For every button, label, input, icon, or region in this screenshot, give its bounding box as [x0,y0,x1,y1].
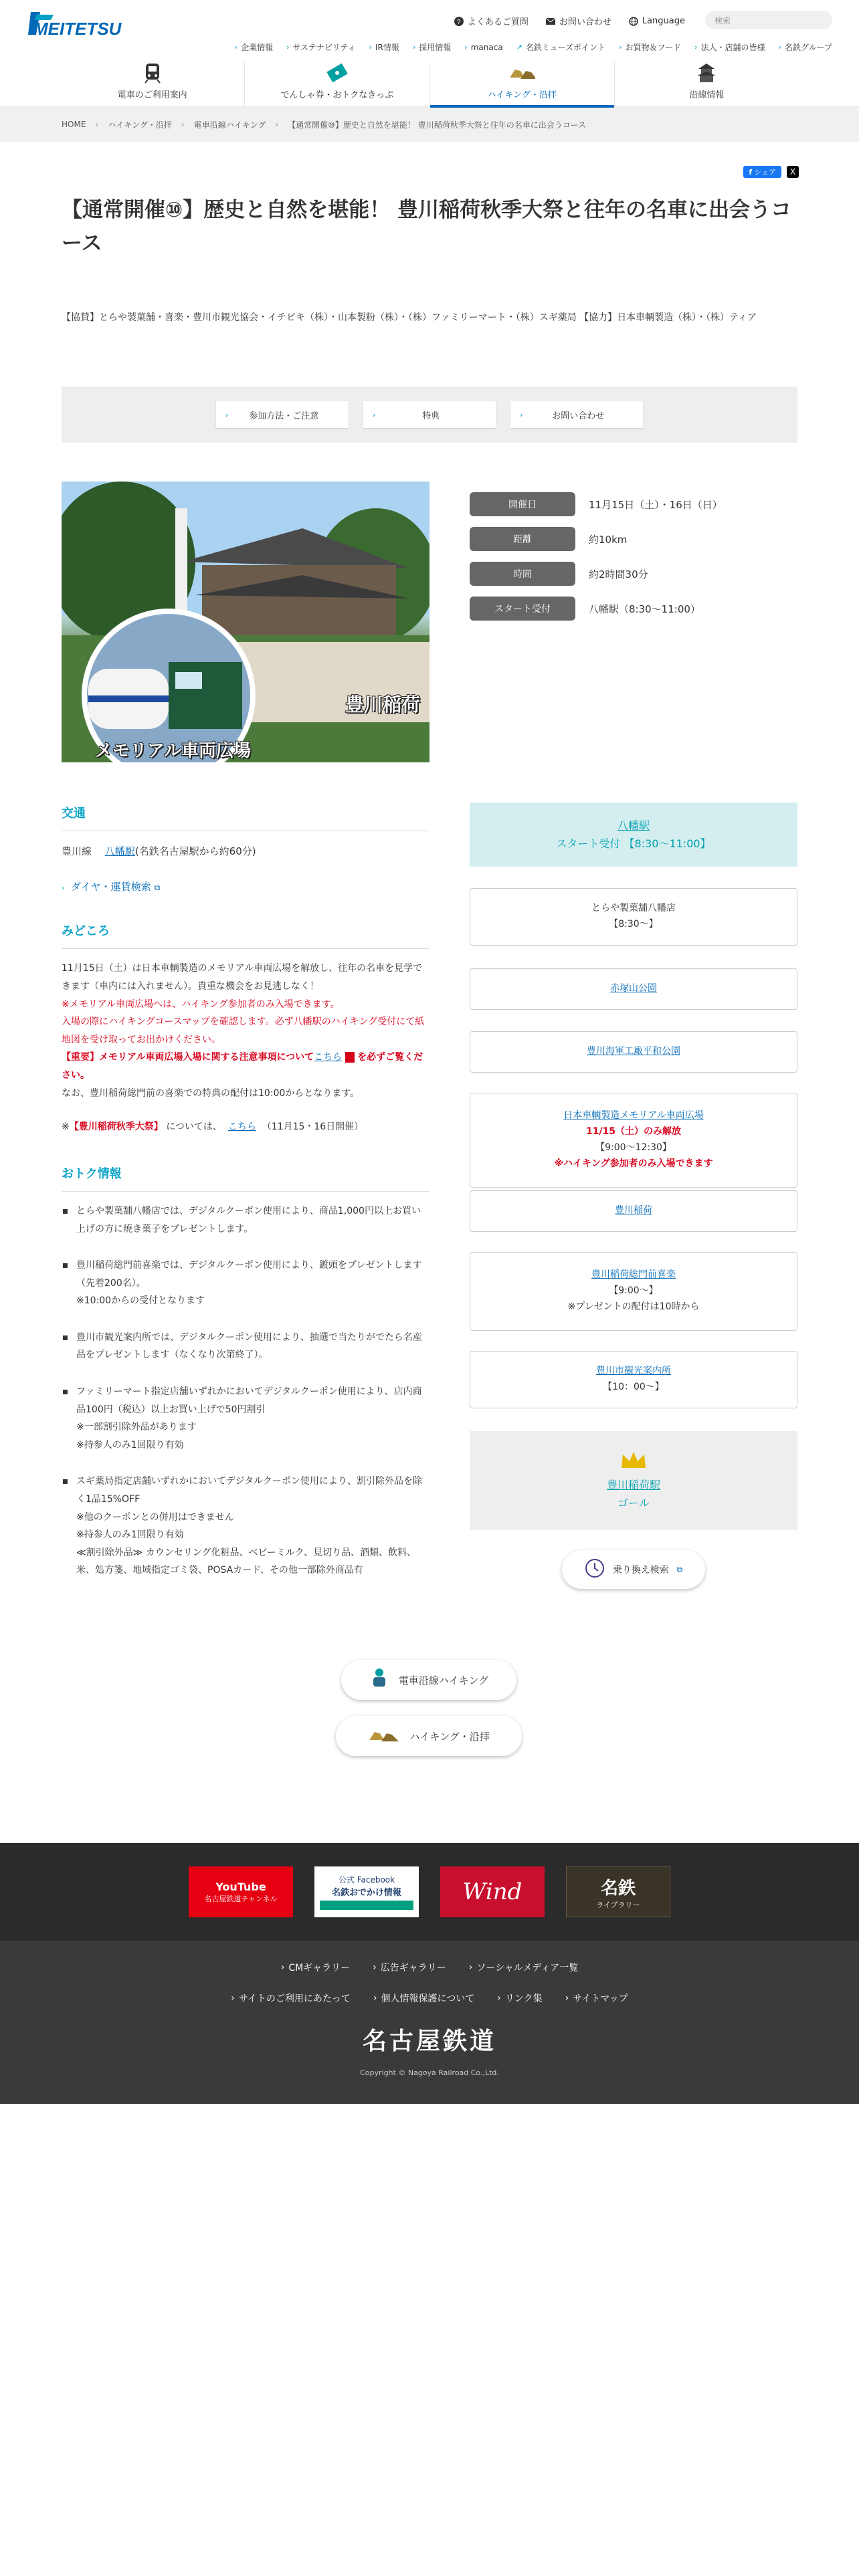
corp-nav-item[interactable]: › サステナビリティ [286,43,356,52]
highlights-p1: 11月15日（土）は日本車輌製造のメモリアル車両広場を解放し、往年の名車を見学できます（車内には入れません）。貴重な機会をお見逃しなく！ [62,963,423,992]
svg-text:?: ? [456,18,461,26]
chevron-right-icon: › [565,1993,569,2004]
crown-icon [620,1449,647,1476]
youtube-banner[interactable]: YouTube 名古屋鉄道チャンネル [189,1866,293,1917]
info-row-start: スタート受付 八幡駅（8:30〜11:00） [470,597,797,621]
chevron-right-icon: › [619,43,622,51]
breadcrumb-separator: › [181,120,185,129]
chevron-right-icon: › [464,43,468,51]
route-stop-kiraku: 豊川稲荷総門前喜楽 【9:00〜】 ※プレゼントの配付は10時から [470,1252,797,1331]
event-info [470,492,797,631]
footer-link-links[interactable]: › リンク集 [497,1993,543,2004]
highlights-p2: ※メモリアル車両広場へは、ハイキング参加者のみ入場できます。 [62,998,340,1010]
chevron-right-icon: › [373,1962,377,1973]
important-notice-link[interactable]: こちら [314,1052,343,1063]
chevron-right-icon: › [497,1993,501,2004]
pdf-icon [345,1052,355,1063]
festival-link[interactable]: こちら [227,1121,256,1133]
clock-icon [585,1558,605,1581]
temple-photo [62,481,430,762]
breadcrumb-current: 【通常開催⑩】歴史と自然を堪能！ 豊川稲荷秋季大祭と往年の名車に出会うコース [288,120,587,130]
info-row-time: 時間 約2時間30分 [470,562,797,586]
x-share-button[interactable]: X [787,166,799,178]
train-hiking-button[interactable]: 電車沿線ハイキング [341,1660,516,1700]
corp-nav-item[interactable]: › 名鉄グループ [778,43,832,52]
corporate-nav [235,41,832,53]
meitetsu-logo[interactable] [27,8,140,49]
list-item: 豊川稲荷総門前喜楽では、デジタルクーポン使用により、鍍頭をプレゼントします（先着200名）。 ※10:00からの受付となります [62,1257,430,1310]
chevron-right-icon: › [468,1962,473,1973]
corp-nav-item[interactable]: ↗ 名鉄ミューズポイント [516,43,606,52]
corp-nav-item[interactable]: › 企業情報 [234,43,274,52]
footer-banners [0,1843,859,1941]
breadcrumb-home[interactable]: HOME [62,120,86,129]
highlights-heading: みどころ [62,920,430,949]
chevron-down-icon: › [225,410,229,419]
hero-caption-memorial: メモリアル車両広場 [95,741,251,761]
chevron-right-icon: › [369,43,372,51]
breadcrumb-train-hiking[interactable]: 電車沿線ハイキング [193,120,266,130]
footer-bottom [0,1941,859,2104]
benefits-list [62,1202,430,1580]
route-stop-peace-park: 豊川海軍工廠平和公園 [470,1031,797,1073]
route-stop-toyokawa-inari: 豊川稲荷 [470,1190,797,1232]
goal-station-link[interactable]: 豊川稲荷駅 [606,1478,660,1491]
highlights-p3: 入場の際にハイキングコースマップを確認します。必ず八幡駅のハイキング受付にて紙地図を受け取ってお出かけください。 [62,1016,425,1045]
chevron-right-icon: › [412,43,416,51]
main-nav-train[interactable]: 電車のご利用案内 [60,62,244,107]
anchor-benefits[interactable]: › 特典 [363,401,496,428]
footer-links-row2 [0,1974,859,2005]
library-banner[interactable]: 名鉄 ライブラリー [566,1866,670,1917]
corp-nav-item[interactable]: › IR情報 [369,43,399,52]
footer-link-sitemap[interactable]: › サイトマップ [565,1993,628,2004]
util-language[interactable]: Language [629,16,685,26]
facebook-icon: 公式 Facebook [338,1875,395,1885]
chevron-right-icon: › [62,883,65,892]
util-contact[interactable]: お問い合わせ [546,15,611,27]
footer-brand[interactable]: 名古屋鉄道 [362,2028,496,2055]
sponsors-text: 【協賛】とらや製菓舗・喜楽・豊川市観光協会・イチビキ（株）・山本製粉（株）・（株）ファミリーマート・（株）スギ薬局 【協力】日本車輌製造（株）・（株）ティア [62,312,757,323]
facebook-icon: f [749,167,753,177]
utility-nav [454,15,685,27]
chevron-down-icon: › [373,410,376,419]
access-heading: 交通 [62,802,430,831]
page-title: 【通常開催⑩】歴史と自然を堪能！ 豊川稲荷秋季大祭と往年の名車に出会うコース [62,198,792,255]
footer-link-terms[interactable]: › サイトのご利用にあたって [231,1993,351,2004]
main-nav-hiking[interactable]: ハイキング・沿拝 [430,62,614,107]
breadcrumb-separator: › [275,120,279,129]
anchor-links [62,387,797,443]
list-item: ファミリーマート指定店舗いずれかにおいてデジタルクーポン使用により、店内商品100円（税込）以上お買い上げで50円割引 ※一部割引除外品があります ※持参人のみ1回限り有効 [62,1383,430,1454]
wind-banner[interactable]: Wind [440,1866,545,1917]
corp-nav-item[interactable]: › manaca [464,42,503,52]
main-nav-tickets[interactable]: でんしゃ券・おトクなきっぷ [244,62,429,107]
svg-text:MEITETSU: MEITETSU [33,19,122,39]
footer-link-ads[interactable]: › 広告ギャラリー [373,1962,446,1973]
corp-nav-item[interactable]: › 採用情報 [412,43,452,52]
hero-image [62,481,430,762]
chevron-right-icon: › [694,43,698,51]
chevron-right-icon: › [286,43,290,51]
corp-nav-item[interactable]: › 法人・店舗の皆様 [694,43,765,52]
hiking-top-button[interactable]: ハイキング・沿拝 [336,1716,522,1756]
share-buttons [743,166,799,178]
timetable-link[interactable]: › ダイヤ・運賃検索 ⧉ [62,880,161,893]
route-stop-toraya: とらや製菓舗八幡店 【8:30〜】 [470,888,797,946]
highlights-p6: ※【豊川稲荷秋季大祭】 については、 こちら （11月15・16日開催） [62,1121,364,1133]
castle-icon [693,62,720,84]
info-row-distance: 距離 約10km [470,527,797,551]
chevron-right-icon: › [231,1993,235,2004]
external-link-icon: ↗ [516,43,522,51]
copyright: Copyright © Nagoya Railroad Co.,Ltd. [360,2068,499,2077]
breadcrumb-separator: › [95,120,99,129]
route-stop-tourist-info: 豊川市観光案内所 【10：00〜】 [470,1351,797,1408]
external-link-icon: ⧉ [154,882,161,892]
external-link-icon: ⧉ [676,1564,683,1574]
question-icon [454,17,464,26]
footer-link-social[interactable]: › ソーシャルメディア一覧 [468,1962,579,1973]
main-nav-area[interactable]: 沿線情報 [614,62,799,107]
list-item: スギ薬局指定店舗いずれかにおいてデジタルクーポン使用により、割引除外品を除く1品15%OFF ※他のクーポンとの併用はできません ※持参人のみ1回限り有効 ≪割引除外品≫ カウンセリング化粧品、ベビーミルク、見切り品、酒類、飲料、米、処方箋、地域指定ゴミ袋、POSAカード、その他一部除外商品有 [62,1473,430,1580]
globe-icon [629,17,638,26]
hero-caption-toyokawa: 豊川稲荷 [345,693,420,716]
benefits-heading: おトク情報 [62,1163,430,1192]
site-header [0,0,859,107]
route-goal: 豊川稲荷駅 ゴール [470,1431,797,1530]
chevron-down-icon: › [520,410,523,419]
footer-link-cm[interactable]: › CMギャラリー [280,1962,351,1973]
mail-icon [546,17,555,26]
anchor-contact[interactable]: › お問い合わせ [510,401,643,428]
left-column [62,802,430,1598]
hiking-shoes-icon [508,62,535,84]
hiking-shoes-icon [368,1725,400,1747]
chevron-right-icon: › [280,1962,285,1973]
transfer-search-button[interactable]: 乗り換え検索 ⧉ [562,1550,705,1589]
list-item: とらや製菓舗八幡店では、デジタルクーポン使用により、商品1,000円以上お買い上げの方に焼き菓子をプレゼントします。 [62,1202,430,1238]
info-row-date: 開催日 11月15日（土）・16日（日） [470,492,797,516]
breadcrumb [0,107,859,142]
ticket-icon [324,62,351,84]
facebook-share-button[interactable]: f シェア [743,166,781,178]
highlights-p5: なお、豊川稲荷総門前の喜楽での特典の配付は10:00からとなります。 [62,1087,360,1099]
youtube-icon: YouTube [215,1880,266,1893]
main-nav [60,62,799,107]
footer-links-row1 [0,1941,859,1974]
route-start: 八幡駅 スタート受付 【8:30〜11:00】 [470,802,797,867]
start-station-link[interactable]: 八幡駅 [617,819,650,832]
train-icon [139,62,166,84]
footer-link-privacy[interactable]: › 個人情報保護について [373,1993,475,2004]
list-item: 豊川市観光案内所では、デジタルクーポン使用により、抽選で当たりがでたら名産品をプレゼントします（なくなり次第終了）。 [62,1329,430,1364]
chevron-right-icon: › [778,43,781,51]
anchor-how-to-join[interactable]: › 参加方法・ご注意 [216,401,349,428]
chevron-right-icon: › [373,1993,377,2004]
highlights-p4: 【重要】メモリアル車両広場入場に関する注意事項についてこちら を必ずご覧ください。 [62,1052,423,1081]
facebook-banner-stripe [320,1901,413,1910]
station-link[interactable]: 八幡駅 [104,845,135,858]
chevron-right-icon: › [234,43,238,51]
search-input[interactable]: 検索 [705,11,832,29]
access-text: 豊川線 八幡駅(名鉄名古屋駅から約60分) [62,845,256,858]
facebook-banner[interactable]: 公式 Facebook 名鉄おでかけ情報 [314,1866,419,1917]
route-stop-memorial: 日本車輌製造メモリアル車両広場 11/15（土）のみ解放 【9:00〜12:30】 ※ハイキング参加者のみ入場できます [470,1093,797,1188]
route-stop-akatsuka: 赤塚山公園 [470,968,797,1010]
corp-nav-item[interactable]: › お買物＆フード [619,43,682,52]
util-faq[interactable]: ? よくあるご質問 [454,15,529,27]
breadcrumb-hiking[interactable]: ハイキング・沿拝 [108,120,172,130]
hiker-icon [369,1668,389,1692]
